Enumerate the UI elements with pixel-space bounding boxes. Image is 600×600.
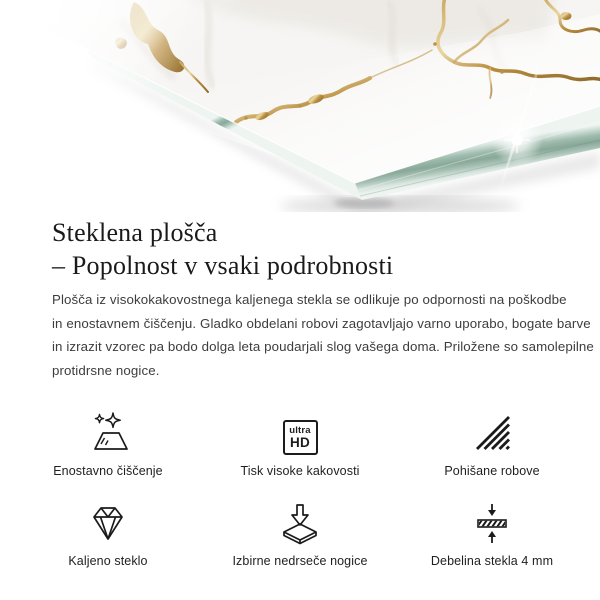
feature-hd-print — [204, 409, 396, 478]
ultra-hd-icon — [283, 409, 318, 455]
feature-label: Pohišane robove — [444, 464, 540, 478]
feature-grid — [12, 409, 588, 568]
feature-easy-cleaning — [12, 409, 204, 478]
feature-glass-thickness — [396, 499, 588, 568]
diamond-icon — [85, 499, 131, 545]
ultra-hd-icon-text-top: ultra — [289, 424, 311, 436]
glass-panel-photo — [0, 0, 600, 212]
feature-polished-edges — [396, 409, 588, 478]
page-title-line2: – Popolnost v vsaki podrobnosti — [52, 251, 394, 280]
feature-label: Kaljeno steklo — [68, 554, 148, 568]
feature-label: Enostavno čiščenje — [53, 464, 163, 478]
description-line: in izrazit vzorec pa bodo dolga leta poudarjali slog vašega doma. Priložene so samolepilne — [52, 339, 594, 354]
feature-tempered-glass — [12, 499, 204, 568]
page-title — [52, 216, 393, 282]
ultra-hd-icon-text-bottom: HD — [289, 434, 311, 450]
glass-thickness-icon — [469, 499, 515, 545]
feature-label: Tisk visoke kakovosti — [240, 464, 360, 478]
feature-label: Izbirne nedrseče nogice — [232, 554, 368, 568]
hero-image — [0, 0, 600, 212]
page-title-line1: Steklena plošča — [52, 218, 218, 247]
sparkle-clean-icon — [85, 409, 131, 455]
product-description — [52, 288, 594, 382]
description-line: Plošča iz visokokakovostnega kaljenega stekla se odlikuje po odpornosti na poškodbe — [52, 292, 567, 307]
description-line: protidrsne nogice. — [52, 362, 160, 378]
non-slip-feet-icon — [277, 499, 323, 545]
polished-edges-icon — [469, 409, 515, 455]
feature-label: Debelina stekla 4 mm — [430, 554, 554, 568]
feature-non-slip-feet — [204, 499, 396, 568]
description-line: in enostavnem čiščenju. Gladko obdelani robovi zagotavljajo varno uporabo, bogate barve — [52, 315, 591, 331]
